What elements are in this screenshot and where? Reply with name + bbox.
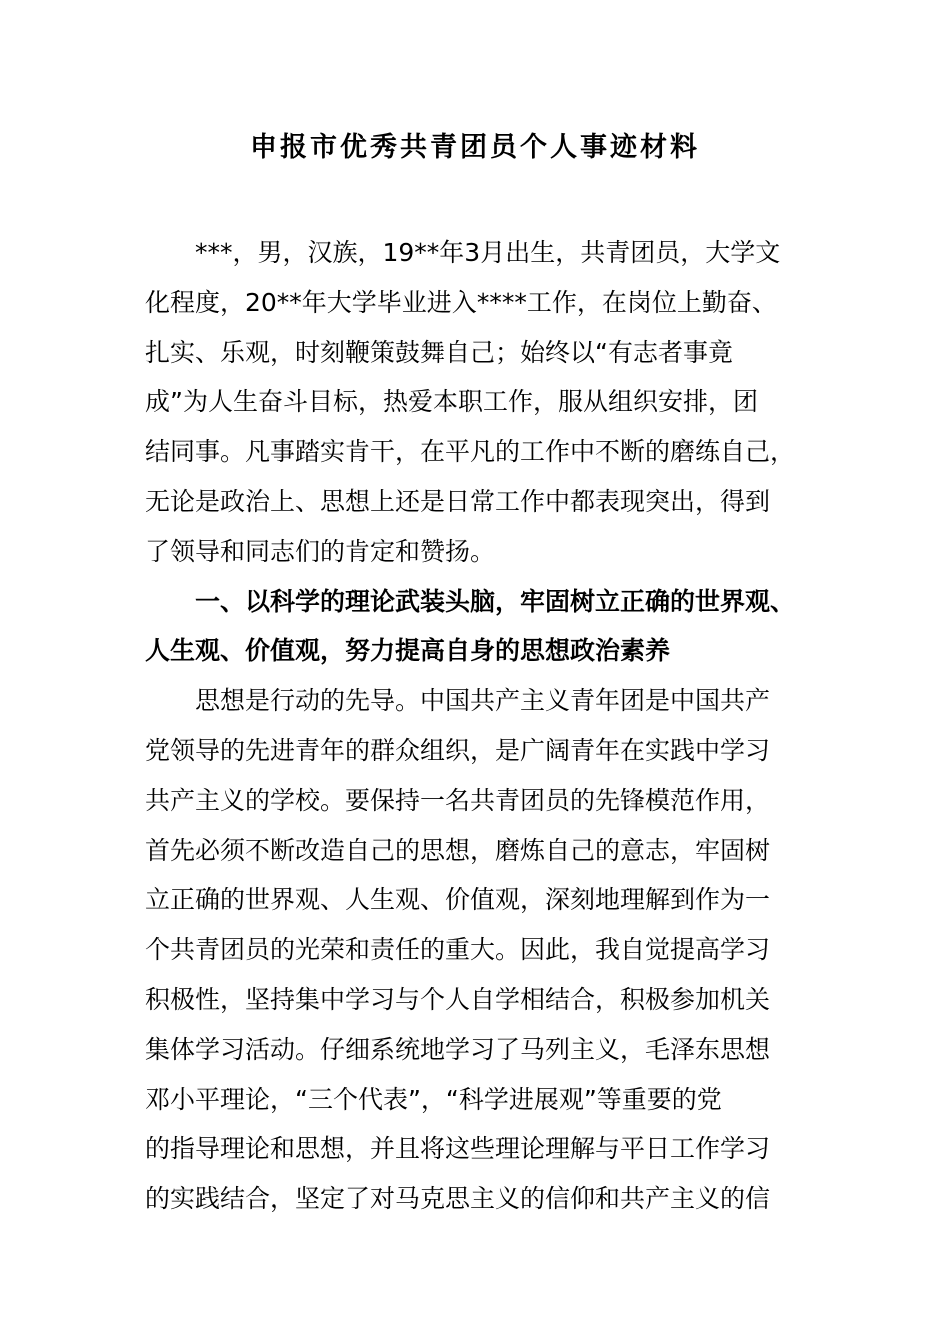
paragraph-line: 成”为人生奋斗目标，热爱本职工作，服从组织安排，团 — [145, 387, 758, 417]
paragraph-line: ***，男，汉族，19**年3月出生，共青团员，大学文 — [195, 238, 781, 267]
document-body — [145, 228, 815, 1224]
paragraph-line: 化程度，20**年大学毕业进入****工作，在岗位上勤奋、 — [145, 287, 777, 317]
paragraph-line: 的实践结合，坚定了对马克思主义的信仰和共产主义的信 — [145, 1184, 771, 1214]
paragraph-line: 结同事。凡事踏实肯干，在平凡的工作中不断的磨练自己， — [145, 437, 796, 467]
paragraph-line: 思想是行动的先导。中国共产主义青年团是中国共产 — [195, 686, 771, 716]
paragraph-line: 集体学习活动。仔细系统地学习了马列主义，毛泽东思想 — [145, 1034, 771, 1064]
paragraph-line: 邓小平理论，“三个代表”，“科学进展观”等重要的党 — [145, 1084, 722, 1114]
paragraph-line: 的指导理论和思想，并且将这些理论理解与平日工作学习 — [145, 1134, 771, 1164]
section-heading-line: 一、以科学的理论武装头脑，牢固树立正确的世界观、 — [195, 586, 796, 616]
paragraph-line: 扎实、乐观，时刻鞭策鼓舞自己；始终以“有志者事竟 — [145, 337, 733, 367]
paragraph-line: 党领导的先进青年的群众组织，是广阔青年在实践中学习 — [145, 735, 771, 765]
paragraph-line: 积极性，坚持集中学习与个人自学相结合，积极参加机关 — [145, 984, 771, 1014]
section-heading-line: 人生观、价值观，努力提高自身的思想政治素养 — [145, 636, 671, 666]
paragraph-line: 首先必须不断改造自己的思想，磨炼自己的意志，牢固树 — [145, 835, 771, 865]
paragraph-line: 立正确的世界观、人生观、价值观，深刻地理解到作为一 — [145, 885, 771, 915]
paragraph-line: 了领导和同志们的肯定和赞扬。 — [145, 536, 496, 566]
document-title: 申报市优秀共青团员个人事迹材料 — [250, 132, 700, 163]
paragraph-line: 无论是政治上、思想上还是日常工作中都表现突出，得到 — [145, 486, 771, 516]
paragraph-line: 共产主义的学校。要保持一名共青团员的先锋模范作用， — [145, 785, 771, 815]
paragraph-line: 个共青团员的光荣和责任的重大。因此，我自觉提高学习 — [145, 935, 771, 965]
